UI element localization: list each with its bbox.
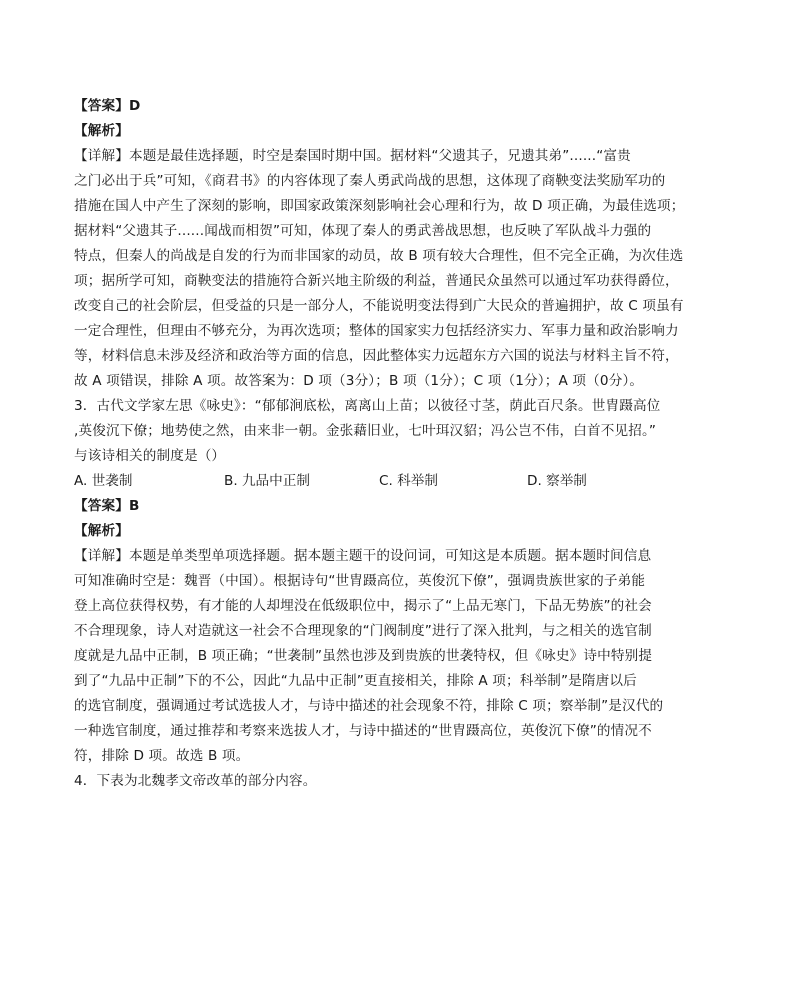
q4-stem: 4．下表为北魏孝文帝改革的部分内容。 <box>74 773 317 789</box>
q2-analysis-line: 之门必出于兵”可知，《商君书》的内容体现了秦人勇武尚战的思想，这体现了商鞅变法奖励军功的 <box>74 173 666 189</box>
q3-options <box>74 469 724 494</box>
q3-analysis-line: 登上高位获得权势，有才能的人却埋没在低级职位中，揭示了“上品无寒门，下品无势族”的社会 <box>74 598 652 614</box>
q2-analysis-line: 特点，但秦人的尚战是自发的行为而非国家的动员，故 B 项有较大合理性，但不完全正确，为次佳选 <box>74 248 684 264</box>
q3-analysis-line: 【详解】本题是单类型单项选择题。据本题主题干的设问词，可知这是本质题。据本题时间信息 <box>74 548 652 564</box>
q2-analysis-line: 故 A 项错误，排除 A 项。故答案为：D 项（3分）；B 项（1分）；C 项（1分）；A 项（0分）。 <box>74 373 644 389</box>
q2-analysis-line: 【详解】本题是最佳选择题，时空是秦国时期中国。据材料“父遗其子，兄遗其弟”......“富贵 <box>74 148 631 164</box>
q2-analysis-line: 据材料“父遗其子......闻战而相贺”可知，体现了秦人的勇武善战思想，也反映了军队战斗力强的 <box>74 223 652 239</box>
q2-analysis-line: 措施在国人中产生了深刻的影响，即国家政策深刻影响社会心理和行为，故 D 项正确，为最佳选项； <box>74 198 685 214</box>
q2-answer-line <box>74 94 724 119</box>
answer-tag: 【答案】 <box>74 498 129 514</box>
option-a: A. 世袭制 <box>74 473 133 489</box>
answer-value: B <box>128 498 140 514</box>
q3-analysis-line: 到了“九品中正制”下的不公，因此“九品中正制”更直接相关，排除 A 项；科举制”是隋唐以后 <box>74 673 637 689</box>
q3-stem-line: ,英俊沉下僚；地势使之然，由来非一朝。金张藉旧业，七叶珥汉貂；冯公岂不伟，白首不见招。” <box>74 423 657 439</box>
q3-analysis-line: 符，排除 D 项。故选 B 项。 <box>74 748 250 764</box>
option-d: D. 察举制 <box>527 473 587 489</box>
q2-analysis-tag: 【解析】 <box>74 123 129 139</box>
answer-value: D <box>128 98 141 114</box>
q3-analysis-line: 可知准确时空是：魏晋（中国）。根据诗句“世胄蹑高位，英俊沉下僚”，强调贵族世家的子弟能 <box>74 573 646 589</box>
q3-stem-line: 3．古代文学家左思《咏史》：“郁郁涧底松，离离山上苗；以彼径寸茎，荫此百尺条。世胄蹑高位 <box>74 398 661 414</box>
q3-analysis-line: 的选官制度，强调通过考试选拔人才，与诗中描述的社会现象不符，排除 C 项；察举制”是汉代的 <box>74 698 664 714</box>
q2-analysis-line: 等，材料信息未涉及经济和政治等方面的信息，因此整体实力远超东方六国的说法与材料主旨不符， <box>74 348 679 364</box>
answer-tag: 【答案】 <box>74 98 129 114</box>
q2-analysis-line: 项；据所学可知，商鞅变法的措施符合新兴地主阶级的利益，普通民众虽然可以通过军功获得爵位， <box>74 273 679 289</box>
q3-analysis-line: 一种选官制度，通过推荐和考察来选拔人才，与诗中描述的“世胄蹑高位，英俊沉下僚”的情况不 <box>74 723 652 739</box>
q3-analysis-line: 度就是九品中正制，B 项正确；“世袭制”虽然也涉及到贵族的世袭特权，但《咏史》诗中特别提 <box>74 648 653 664</box>
q2-analysis-line: 一定合理性，但理由不够充分，为再次选项；整体的国家实力包括经济实力、军事力量和政治影响力 <box>74 323 679 339</box>
q3-analysis-tag: 【解析】 <box>74 523 129 539</box>
q3-analysis-line: 不合理现象，诗人对造就这一社会不合理现象的“门阀制度”进行了深入批判，与之相关的选官制 <box>74 623 652 639</box>
page-content <box>74 94 724 794</box>
option-b: B. 九品中正制 <box>224 473 310 489</box>
q2-analysis-line: 改变自己的社会阶层，但受益的只是一部分人，不能说明变法得到广大民众的普遍拥护，故 C 项虽有 <box>74 298 684 314</box>
q3-stem-line: 与该诗相关的制度是（） <box>74 448 226 464</box>
q3-answer-line <box>74 494 724 519</box>
option-c: C. 科举制 <box>379 473 438 489</box>
